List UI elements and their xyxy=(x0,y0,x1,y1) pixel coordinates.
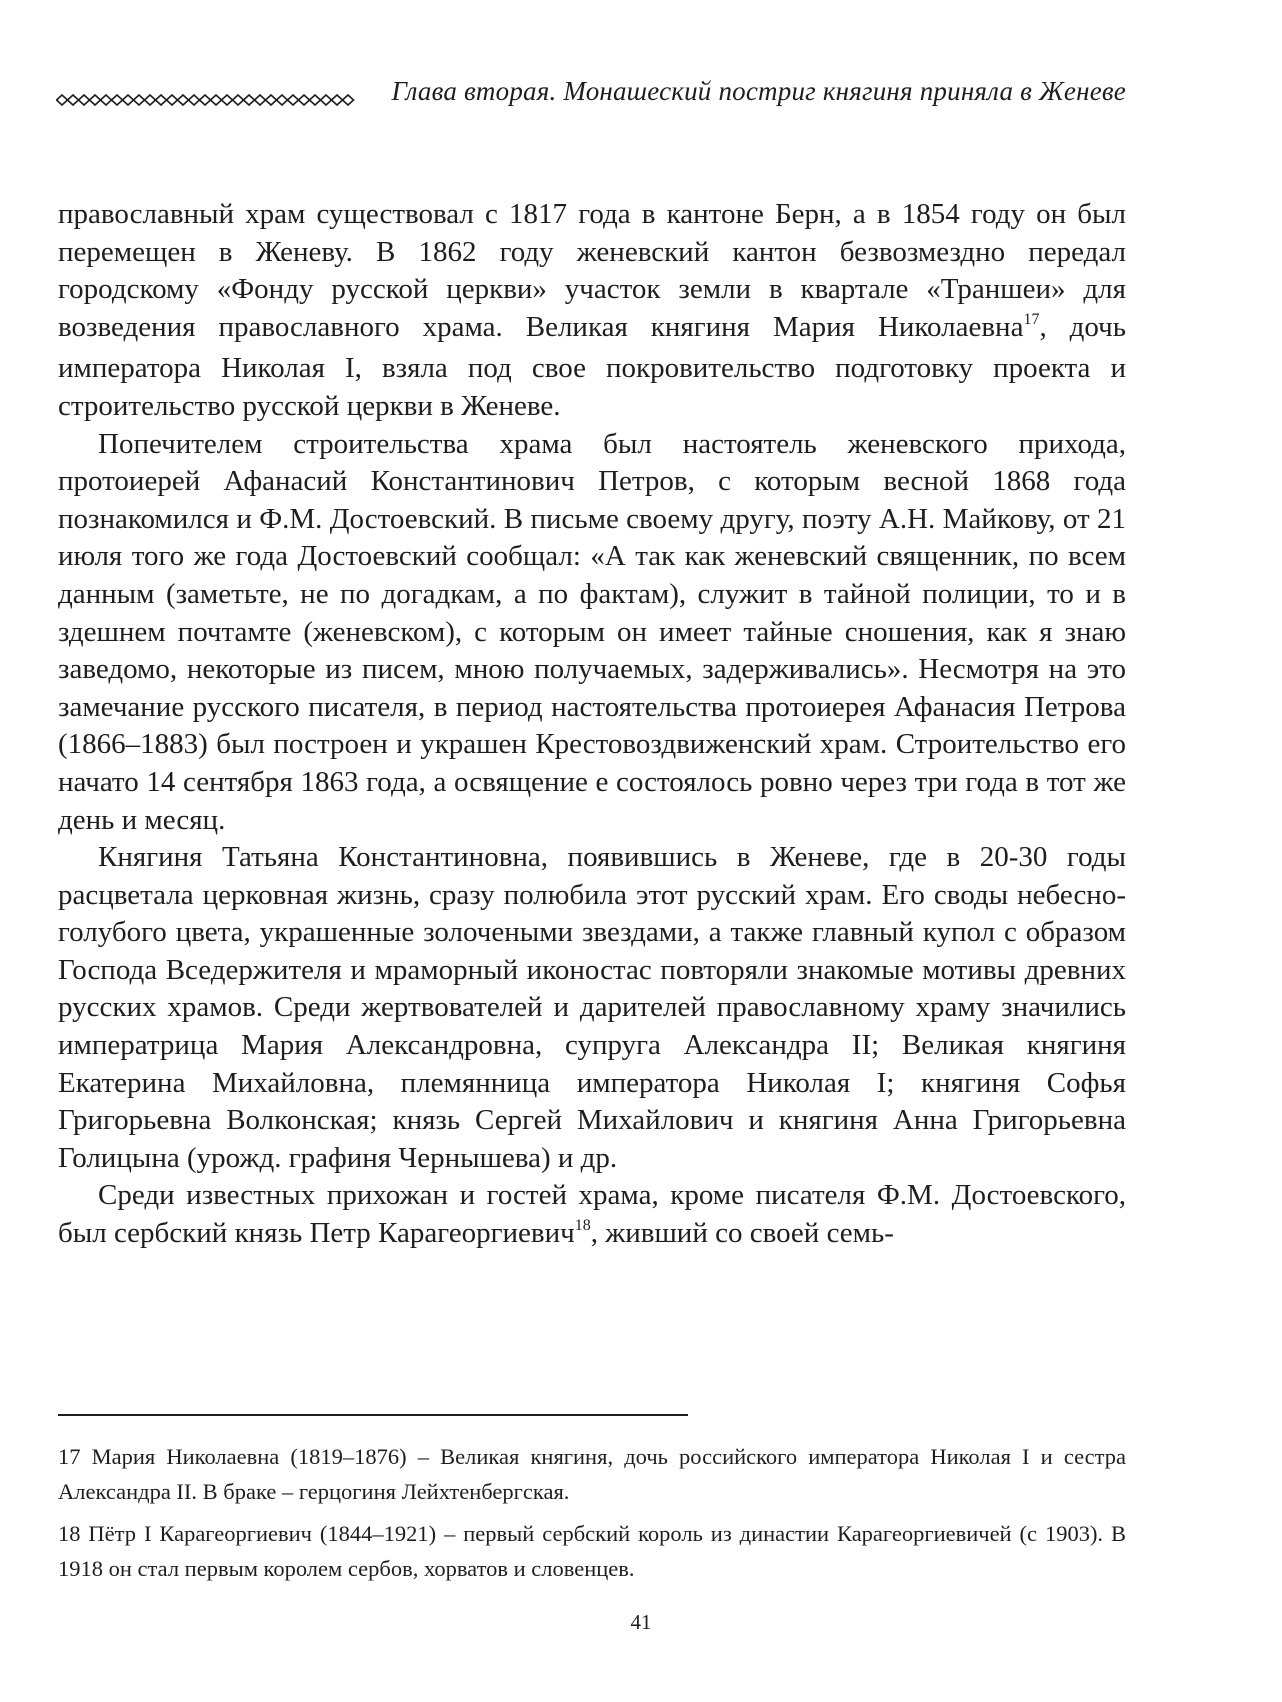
chapter-title: Глава вторая. Монашеский постриг княгиня приняла в Женеве xyxy=(391,76,1126,106)
main-text xyxy=(58,196,1126,1257)
paragraph-text: православный храм существовал с 1817 года в кантоне Берн, а в 1854 году он был перемещен в Женеву. В 1862 году женевский кантон безвозмездно передал городскому «Фонду русской церкви» участок земли в квартале «Траншеи» для возведения православного храма. Великая княгиня Мария Николаевна xyxy=(58,198,1126,343)
footnote-divider xyxy=(58,1414,688,1416)
diamond-chain-ornament-icon xyxy=(56,92,356,108)
paragraph xyxy=(58,1177,1126,1256)
paragraph-text: , живший со своей семь- xyxy=(590,1217,894,1250)
paragraph-text: , дочь императора Николая I, взяла под свое покровительство подготовку проекта и строительство русской церкви в Женеве. xyxy=(58,310,1126,422)
footnote-ref[interactable]: 17 xyxy=(1023,310,1040,328)
paragraph xyxy=(58,196,1126,426)
running-header xyxy=(56,74,1126,114)
footnote-ref[interactable]: 18 xyxy=(574,1217,591,1235)
footnote: 18 Пётр I Карагеоргиевич (1844–1921) – первый сербский король из династии Карагеоргиевичей (с 1903). В 1918 он стал первым королем сербов, хорватов и словенцев. xyxy=(58,1521,1126,1581)
footnotes xyxy=(58,1440,1126,1594)
paragraph: Княгиня Татьяна Константиновна, появившись в Женеве, где в 20-30 годы расцветала церковная жизнь, сразу полюбила этот русский храм. Его своды небесно-голубого цвета, украшенные золочеными звездами, а также главный купол с образом Господа Вседержителя и мраморный иконостас повторяли знакомые мотивы древних русских храмов. Среди жертвователей и дарителей православному храму значились императрица Мария Александровна, супруга Александра II; Великая княгиня Екатерина Михайловна, племянница императора Николая I; княгиня Софья Григорьевна Волконская; князь Сергей Михайлович и княгиня Анна Григорьевна Голицына (урожд. графиня Чернышева) и др. xyxy=(58,841,1126,1174)
paragraph: Попечителем строительства храма был настоятель женевского прихода, протоиерей Афанасий Константинович Петров, с которым весной 1868 года познакомился и Ф.М. Достоевский. В письме своему другу, поэту А.Н. Майкову, от 21 июля того же года Достоевский сообщал: «А так как женевский священник, по всем данным (заметьте, не по догадкам, а по фактам), служит в тайной полиции, то и в здешнем почтамте (женевском), с которым он имеет тайные сношения, как я знаю заведомо, некоторые из писем, мною получаемых, задерживались». Несмотря на это замечание русского писателя, в период настоятельства протоиерея Афанасия Петрова (1866–1883) был построен и украшен Крестовоздвиженский храм. Строительство его начато 14 сентября 1863 года, а освящение е состоялось ровно через три года в тот же день и месяц. xyxy=(58,427,1126,836)
page-number: 41 xyxy=(630,1610,652,1634)
paragraph-text: Среди известных прихожан и гостей храма, кроме писателя Ф.М. Достоевского, был сербский князь Петр Карагеоргиевич xyxy=(58,1179,1126,1250)
footnote: 17 Мария Николаевна (1819–1876) – Великая княгиня, дочь российского императора Николая I и сестра Александра II. В браке – герцогиня Лейхтенбергская. xyxy=(58,1444,1126,1504)
